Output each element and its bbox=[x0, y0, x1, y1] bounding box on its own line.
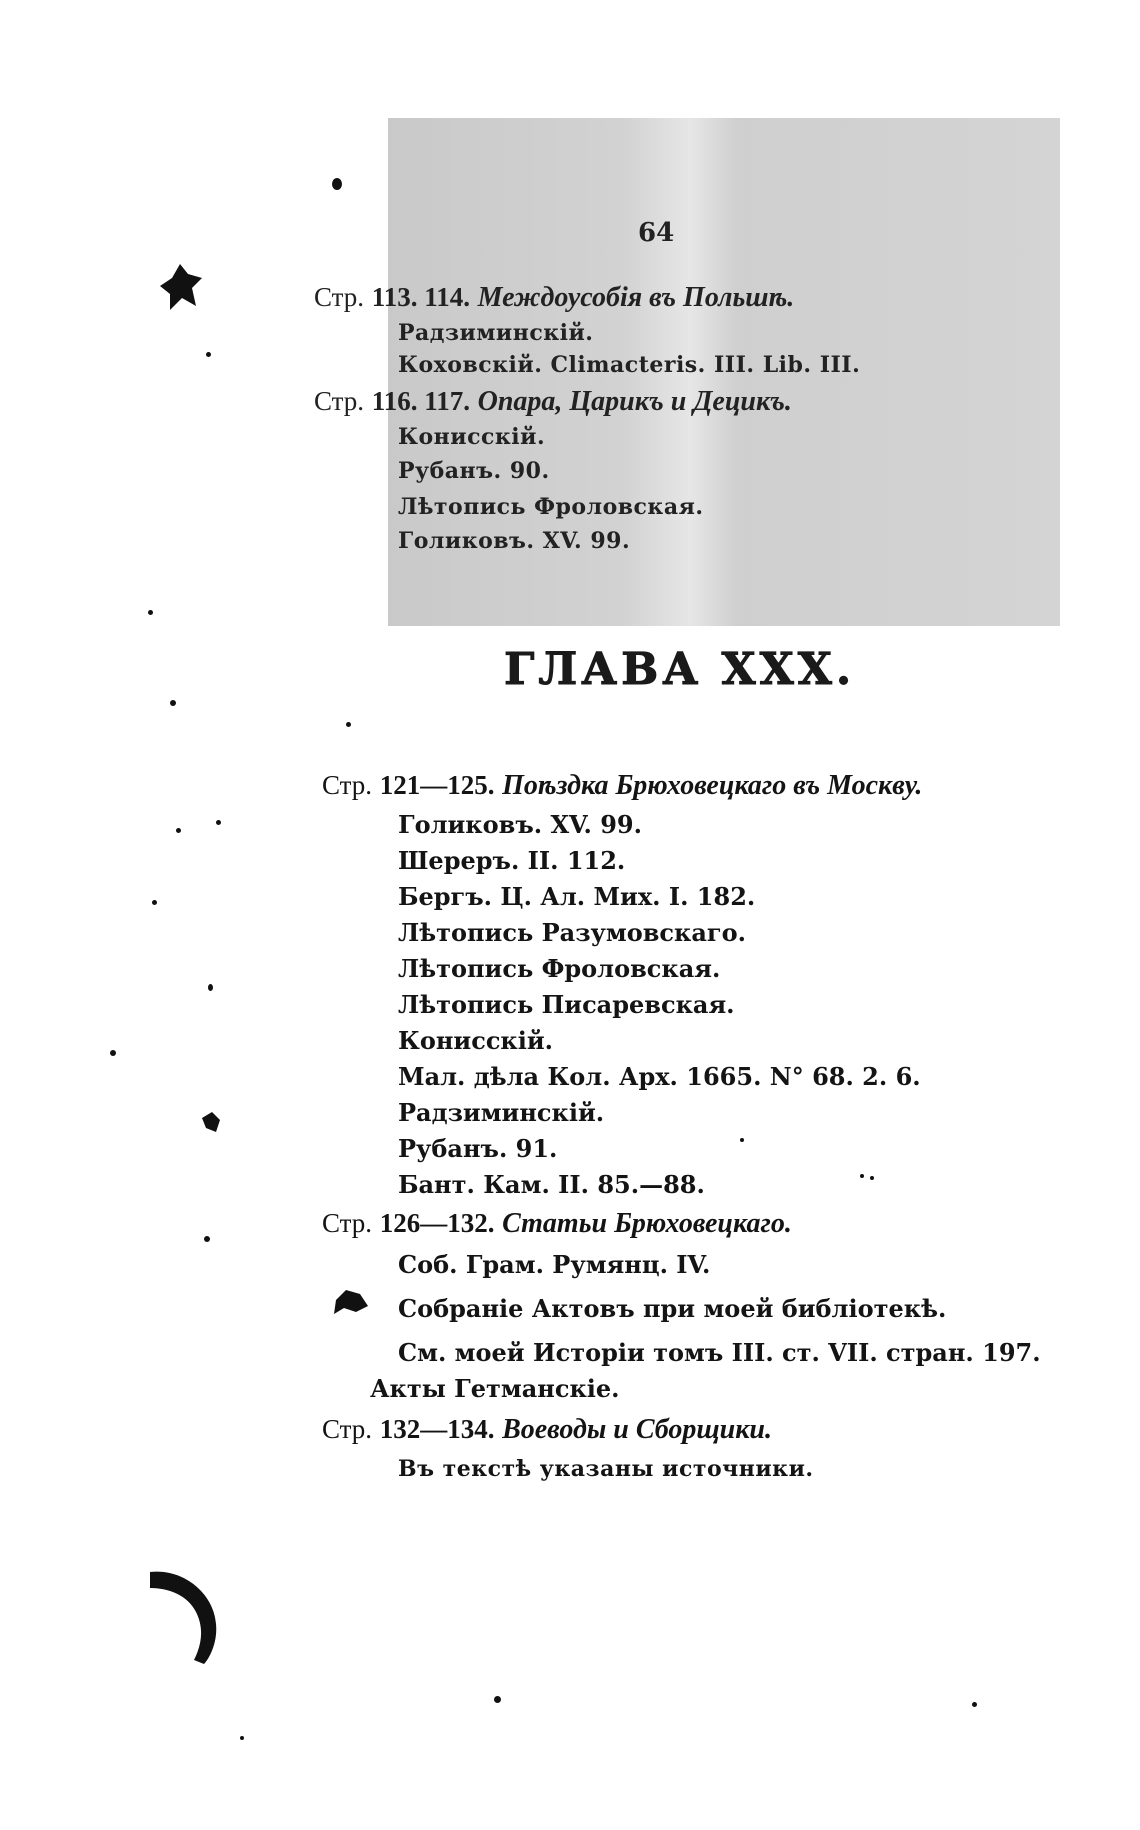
ink-speck bbox=[346, 722, 351, 727]
chapter-heading: ГЛАВА XXX. bbox=[504, 644, 856, 695]
ink-speck bbox=[206, 352, 211, 357]
source-line: Рубанъ. 91. bbox=[398, 1134, 558, 1163]
page-label: Стр. bbox=[314, 386, 365, 416]
ink-speck bbox=[208, 984, 213, 991]
source-line: Радзиминскій. bbox=[398, 320, 594, 346]
source-line: Радзиминскій. bbox=[398, 1098, 605, 1127]
ink-speck bbox=[152, 900, 157, 905]
source-line: Лѣтопись Разумовскаго. bbox=[398, 918, 746, 947]
source-line: Лѣтопись Фроловская. bbox=[398, 494, 704, 520]
entry-line bbox=[314, 282, 794, 314]
ink-speck bbox=[972, 1702, 977, 1707]
ink-blot bbox=[158, 262, 204, 312]
source-line: Лѣтопись Писаревская. bbox=[398, 990, 735, 1019]
ink-speck bbox=[204, 1236, 210, 1242]
source-line: Коховскій. Climacteris. III. Lib. III. bbox=[398, 352, 861, 378]
page-range: 116. 117. bbox=[371, 386, 470, 416]
ink-speck bbox=[148, 610, 153, 615]
source-line: Рубанъ. 90. bbox=[398, 458, 550, 484]
ink-speck bbox=[176, 828, 181, 833]
entry-title: Воеводы и Сборщики. bbox=[502, 1414, 772, 1445]
ink-blot bbox=[330, 1286, 370, 1316]
source-line: Мал. дѣла Кол. Арх. 1665. N° 68. 2. 6. bbox=[398, 1062, 921, 1091]
source-line: Голиковъ. XV. 99. bbox=[398, 528, 631, 554]
ink-speck bbox=[240, 1736, 244, 1740]
ink-speck bbox=[332, 178, 342, 190]
page-range: 132—134. bbox=[379, 1414, 495, 1444]
ink-speck bbox=[494, 1696, 501, 1703]
entry-title: Опара, Царикъ и Децикъ. bbox=[477, 386, 792, 417]
source-line: Собраніе Актовъ при моей библіотекѣ. bbox=[398, 1294, 947, 1323]
source-line: Соб. Грам. Румянц. IV. bbox=[398, 1250, 711, 1279]
source-line: Акты Гетманскіе. bbox=[370, 1374, 620, 1403]
entry-line bbox=[322, 1414, 772, 1446]
entry-title: Статьи Брюховецкаго. bbox=[502, 1208, 792, 1239]
ink-blot bbox=[144, 1558, 224, 1668]
entry-title: Междоусобія въ Польшѣ. bbox=[477, 282, 795, 313]
ink-speck bbox=[170, 700, 176, 706]
ink-speck bbox=[110, 1050, 116, 1056]
source-line: См. моей Исторіи томъ III. ст. VII. стран. 197. bbox=[398, 1338, 1041, 1367]
source-line: Конисскій. bbox=[398, 1026, 554, 1055]
page-label: Стр. bbox=[322, 770, 373, 800]
page-number: 64 bbox=[638, 218, 675, 248]
source-line: Конисскій. bbox=[398, 424, 546, 450]
page-label: Стр. bbox=[314, 282, 365, 312]
entry-line bbox=[322, 1208, 792, 1240]
source-line: Шереръ. II. 112. bbox=[398, 846, 626, 875]
page-range: 126—132. bbox=[379, 1208, 495, 1238]
page-label: Стр. bbox=[322, 1414, 373, 1444]
source-line: Лѣтопись Фроловская. bbox=[398, 954, 721, 983]
source-line: Бергъ. Ц. Ал. Мих. I. 182. bbox=[398, 882, 756, 911]
ink-speck bbox=[216, 820, 221, 825]
source-line: Голиковъ. XV. 99. bbox=[398, 810, 642, 839]
source-line: Бант. Кам. II. 85.—88. bbox=[398, 1170, 705, 1199]
entry-title: Поѣздка Брюховецкаго въ Москву. bbox=[502, 770, 923, 801]
entry-line bbox=[322, 770, 922, 802]
page-range: 121—125. bbox=[379, 770, 495, 800]
ink-speck bbox=[740, 1138, 744, 1142]
ink-speck bbox=[860, 1174, 864, 1178]
entry-line bbox=[314, 386, 792, 418]
source-line: Въ текстѣ указаны источники. bbox=[398, 1456, 814, 1482]
ink-speck bbox=[870, 1176, 874, 1180]
page-label: Стр. bbox=[322, 1208, 373, 1238]
ink-blot bbox=[200, 1110, 224, 1134]
page-range: 113. 114. bbox=[371, 282, 470, 312]
